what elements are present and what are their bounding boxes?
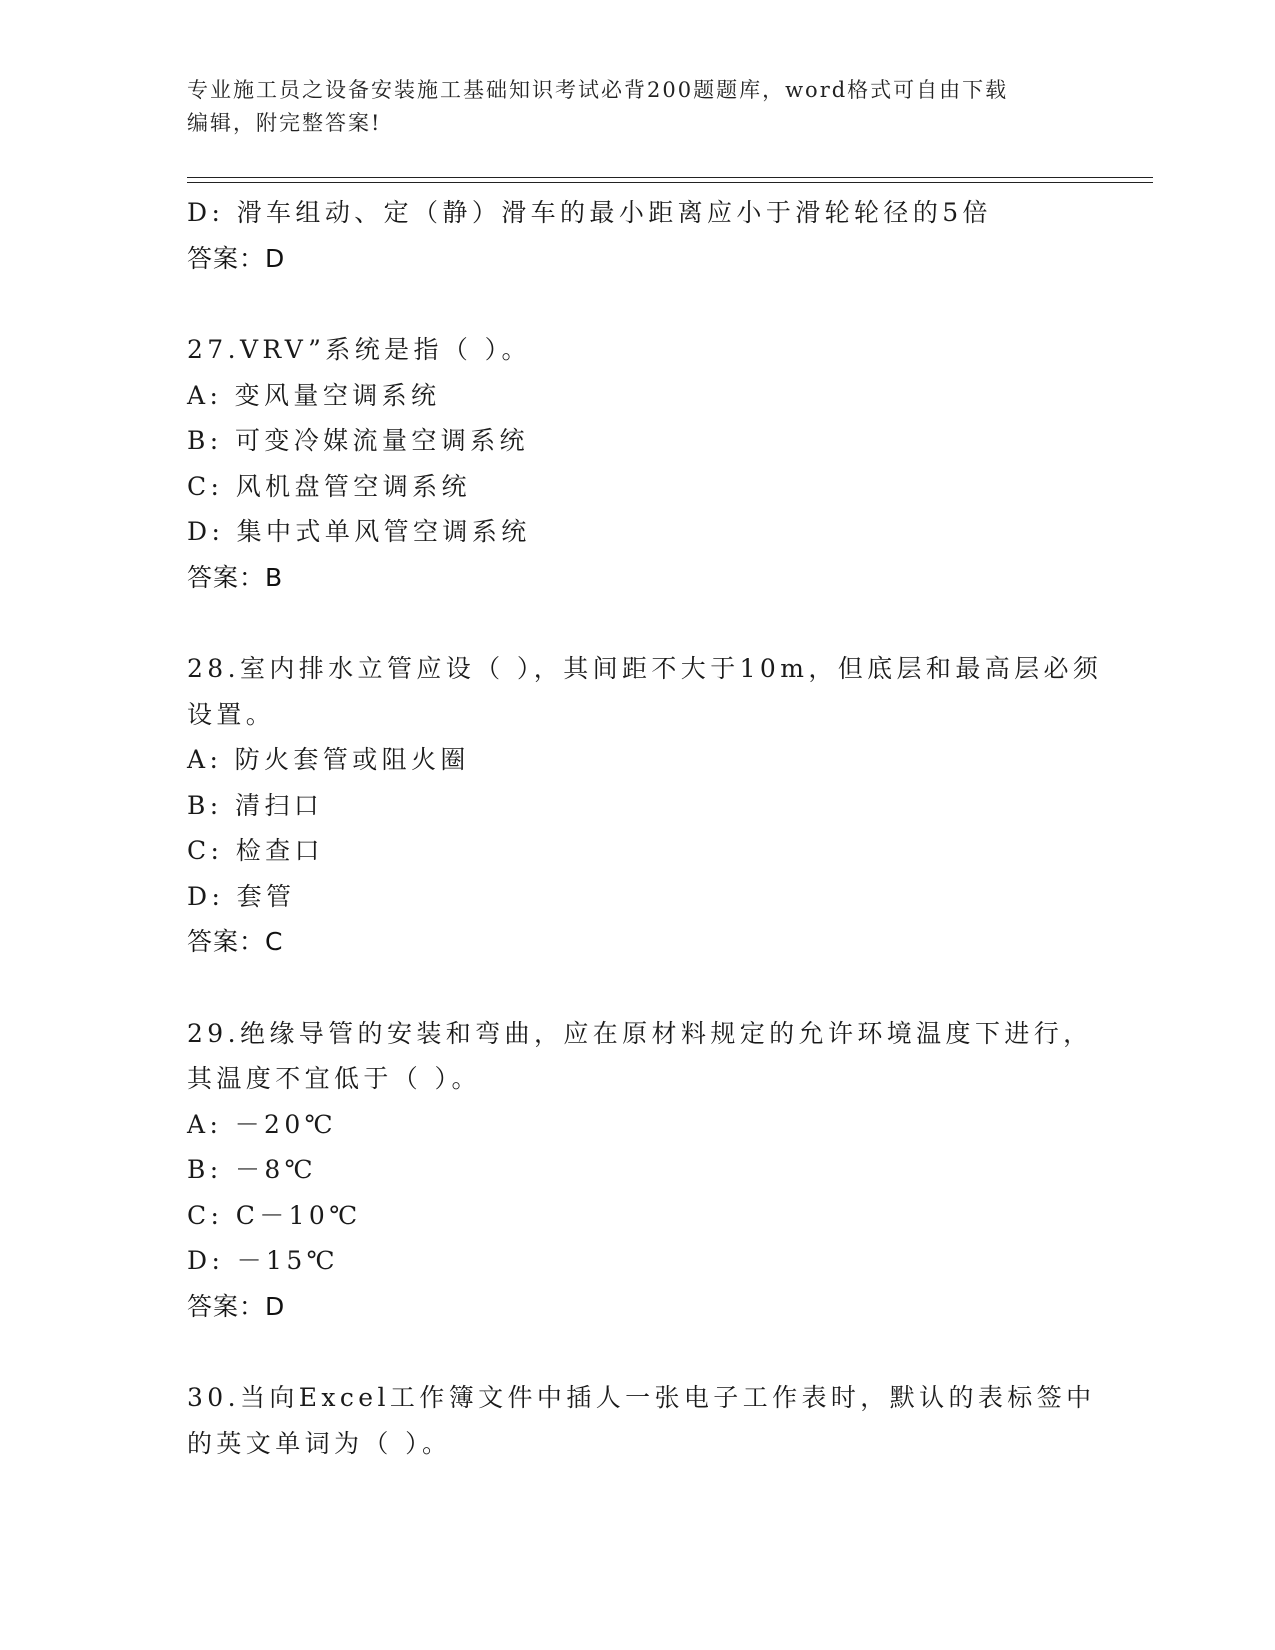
question-27-text: 27.VRV”系统是指（ ）。 xyxy=(187,335,531,364)
question-29-text-line-1: 29.绝缘导管的安装和弯曲，应在原材料规定的允许环境温度下进行， xyxy=(187,1018,1093,1048)
header-title-line-2: 编辑，附完整答案! xyxy=(187,111,382,135)
question-29-text-line-2: 其温度不宜低于（ ）。 xyxy=(187,1064,481,1093)
question-27-option-a: A: 变风量空调系统 xyxy=(187,380,441,410)
question-content xyxy=(187,190,1103,1466)
question-28-answer: 答案：C xyxy=(187,927,284,956)
question-27-option-b: B: 可变冷媒流量空调系统 xyxy=(187,426,529,455)
question-28-option-d: D: 套管 xyxy=(187,881,296,911)
question-28-option-a: A: 防火套管或阻火圈 xyxy=(187,745,470,774)
header-title-line-1: 专业施工员之设备安装施工基础知识考试必背200题题库，word格式可自由下载 xyxy=(187,78,1009,102)
question-27-block xyxy=(187,327,1087,600)
question-28-option-c: C: 检查口 xyxy=(187,836,324,865)
question-26-answer: 答案：D xyxy=(187,243,286,273)
question-27-option-d: D: 集中式单风管空调系统 xyxy=(187,517,531,546)
question-29-option-b: B: －8℃ xyxy=(187,1155,318,1184)
question-26-option-d: D: 滑车组动、定（静）滑车的最小距离应小于滑轮轮径的5倍 xyxy=(187,198,992,227)
question-28-option-b: B: 清扫口 xyxy=(187,790,324,820)
question-28-text-line-1: 28.室内排水立管应设（ ），其间距不大于10m，但底层和最高层必须 xyxy=(187,654,1103,683)
document-header xyxy=(187,74,1067,140)
header-divider-thick xyxy=(187,177,1153,178)
question-29-option-d: D: －15℃ xyxy=(187,1246,339,1275)
question-29-option-a: A: －20℃ xyxy=(187,1109,338,1139)
question-28-text-line-2: 设置。 xyxy=(187,699,276,729)
question-30-block xyxy=(187,1375,1096,1466)
question-30-text-line-2: 的英文单词为（ ）。 xyxy=(187,1428,452,1458)
question-27-answer: 答案：B xyxy=(187,562,284,592)
question-26-block xyxy=(187,190,1087,281)
header-divider-thin xyxy=(187,182,1153,183)
question-29-block xyxy=(187,1011,1093,1330)
question-30-text-line-1: 30.当向Excel工作簿文件中插人一张电子工作表时，默认的表标签中 xyxy=(187,1383,1096,1412)
question-29-option-c: C: C－10℃ xyxy=(187,1200,362,1230)
question-29-answer: 答案：D xyxy=(187,1291,286,1321)
question-28-block xyxy=(187,646,1103,965)
question-27-option-c: C: 风机盘管空调系统 xyxy=(187,471,471,501)
